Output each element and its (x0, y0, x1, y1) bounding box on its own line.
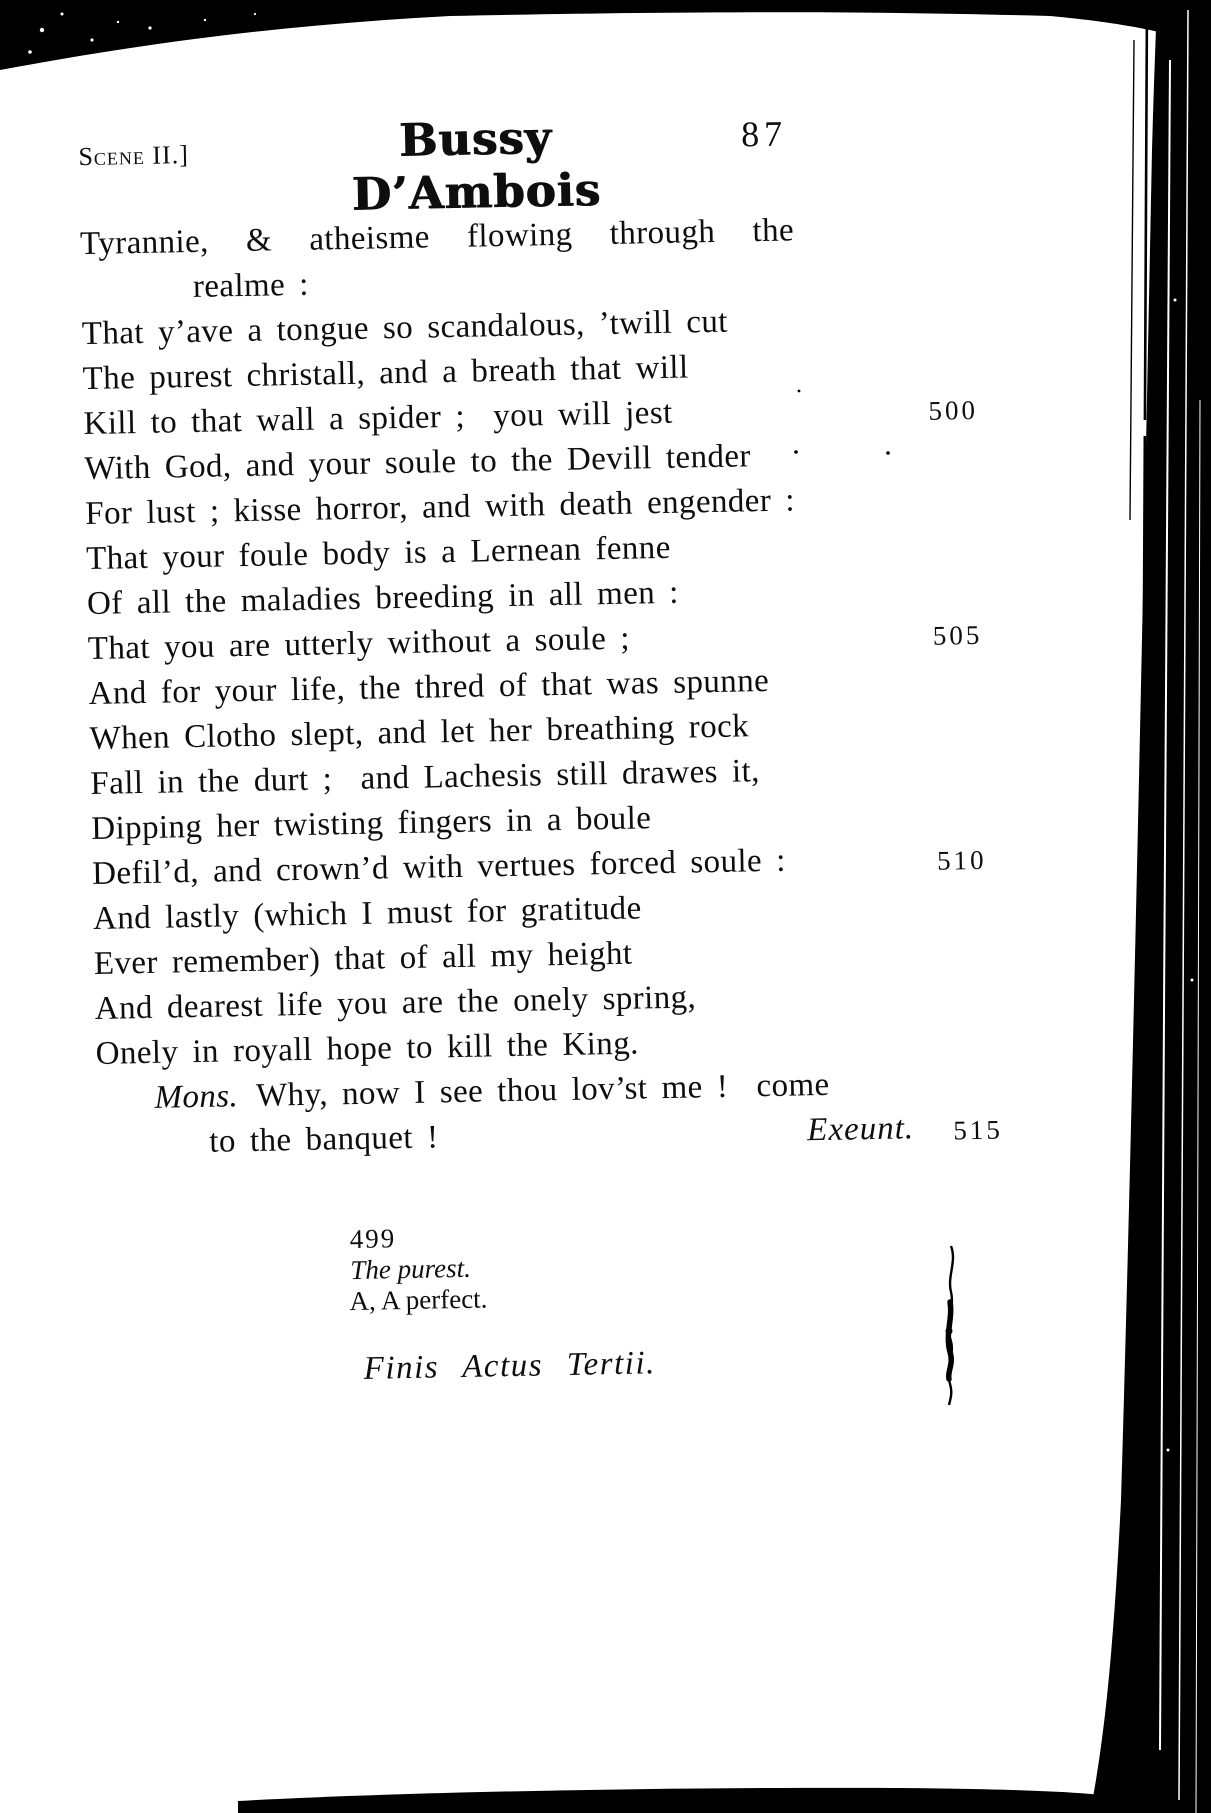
footnote (308, 1190, 488, 1348)
verse-text: realme : (192, 266, 310, 305)
verse-text: For lust ; kisse horror, and with death engender : (84, 482, 796, 533)
verse-line-number: 515 (952, 1114, 1004, 1146)
verse-text: Dipping her twisting fingers in a boule (90, 800, 652, 847)
footnote-lemma: The purest. (350, 1252, 472, 1286)
verse-text: The purest christall, and a breath that will (82, 349, 689, 398)
verse-line-number: 510 (936, 844, 987, 876)
page-header (78, 107, 979, 221)
stage-direction: Exeunt. (806, 1110, 915, 1149)
verse-line-number: 500 (928, 394, 979, 426)
verse-text: Defil’d, and crown’d with vertues forced soule : (91, 842, 787, 892)
verse-text: to the banquet ! (209, 1119, 439, 1160)
verse-line-number: 505 (932, 619, 983, 651)
scene-label: Scene II.] (78, 139, 190, 172)
footnote-note: A, A perfect. (349, 1283, 488, 1317)
verse-text: And for your life, the thred of that was spunne (88, 662, 770, 713)
page-number: 87 (740, 113, 788, 155)
verse-text: Of all the maladies breeding in all men : (86, 574, 680, 623)
verse-block (80, 205, 1008, 1167)
verse-text: Kill to that wall a spider ; you will jest (83, 394, 673, 443)
verse-text: That y’ave a tongue so scandalous, ’twill cut (81, 303, 729, 353)
verse-text: Ever remember) that of all my height (93, 935, 633, 982)
finis-line: Finis Actus Tertii. (363, 1345, 657, 1387)
verse-text: And dearest life you are the onely spring, (94, 979, 697, 1027)
verse-text: Onely in royall hope to kill the King. (95, 1025, 640, 1072)
verse-text: When Clotho slept, and let her breathing rock (89, 708, 750, 758)
running-title: Bussy D’Ambois (351, 111, 602, 221)
speaker-name: Mons. (154, 1078, 239, 1116)
verse-text: That you are utterly without a soule ; (87, 620, 631, 668)
verse-text: Tyrannie, & atheisme flowing through the (79, 212, 795, 263)
verse-text: And lastly (which I must for gratitude (92, 890, 642, 937)
verse-text: That your foule body is a Lernean fenne (85, 529, 672, 578)
verse-text: Fall in the durt ; and Lachesis still drawes it, (90, 753, 761, 802)
footnote-line-number: 499 (349, 1223, 397, 1255)
verse-text: Why, now I see thou lov’st me ! come (255, 1066, 830, 1114)
verse-text: With God, and your soule to the Devill tender (84, 438, 752, 488)
